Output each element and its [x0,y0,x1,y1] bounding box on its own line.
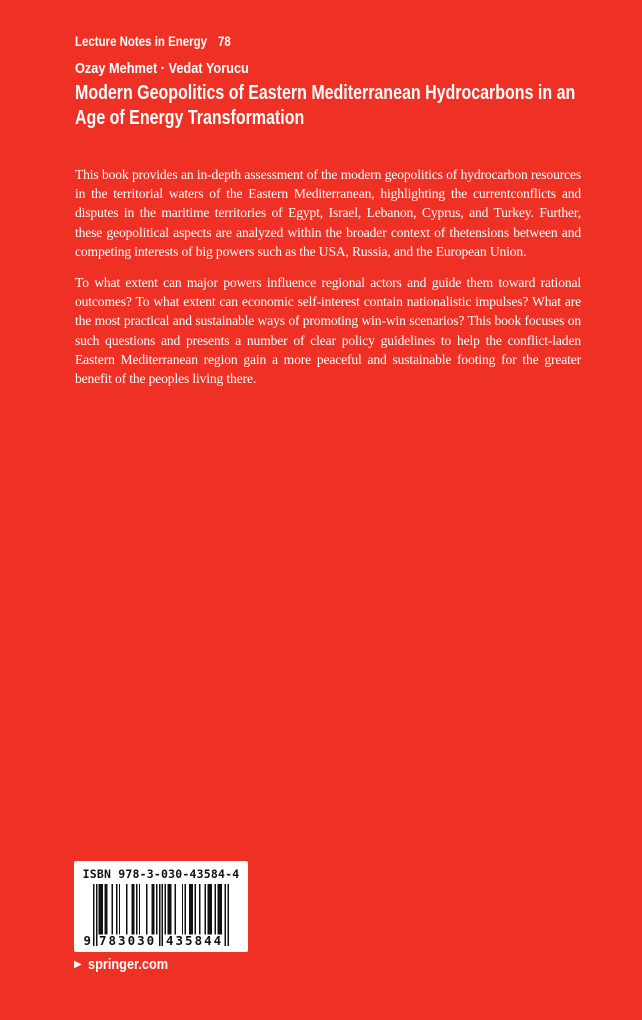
barcode-digit-lead: 9 [83,933,91,948]
synopsis-paragraph-2: To what extent can major powers influence regional actors and guide them toward rational outcomes? To what extent can economic self-interest contain nationalistic impulses? What are the most practical and sustainable ways of promoting win-win scenarios? This book focuses on such questions and presents a number of clear policy guidelines to help the conflict-laden Eastern Mediterranean region gain a more peaceful and sustainable footing for the greater benefit of the peoples living there. [75,275,581,387]
arrow-right-icon: ▶ [74,958,82,970]
barcode-digits-group2: 435844 [166,933,224,948]
publisher-url: springer.com [87,956,168,973]
synopsis [75,165,581,400]
barcode-digits-group1: 783030 [99,933,157,948]
authors-names: Ozay Mehmet · Vedat Yorucu [75,60,249,77]
publisher-footer [74,956,182,973]
series-number: 78 [218,34,231,49]
book-title-line1: Modern Geopolitics of Eastern Mediterranean Hydrocarbons in an [75,81,576,104]
synopsis-paragraph-1: This book provides an in-depth assessment of the modern geopolitics of hydrocarbon resources in the territorial waters of the Eastern Mediterranean, highlighting the currentconflicts and disputes in the maritime territories of Egypt, Israel, Lebanon, Cyprus, and Turkey. Further, these geopolitical aspects are analyzed within the broader context of thetensions between and competing interests of big powers such as the USA, Russia, and the European Union. [75,167,581,259]
book-title [75,80,642,130]
isbn-label: ISBN 978-3-030-43584-4 [82,867,240,881]
authors-line [75,60,280,77]
barcode-panel [74,861,248,952]
series-title: Lecture Notes in Energy [75,34,208,49]
book-title-line2: Age of Energy Transformation [75,106,305,129]
series-line [75,34,258,49]
